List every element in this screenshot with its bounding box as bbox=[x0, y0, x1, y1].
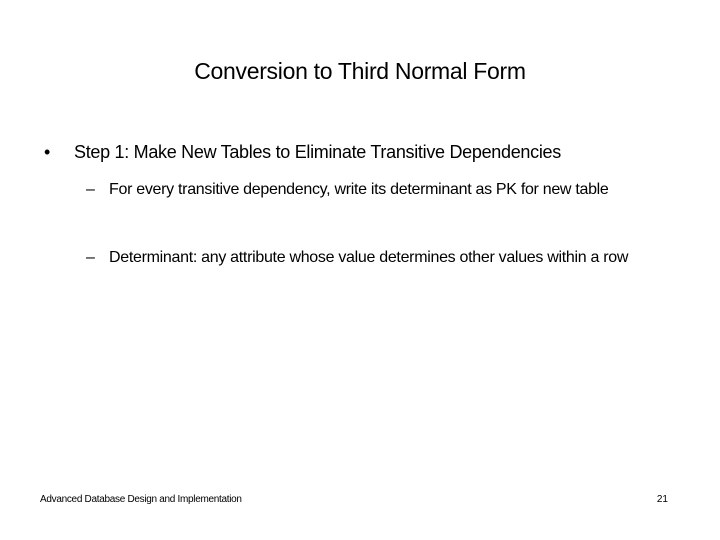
bullet-text: Step 1: Make New Tables to Eliminate Transitive Dependencies bbox=[74, 142, 561, 162]
slide-title: Conversion to Third Normal Form bbox=[194, 58, 526, 84]
subbullet-text: For every transitive dependency, write its determinant as PK for new table bbox=[109, 181, 609, 198]
subbullet-text: Determinant: any attribute whose value determines other values within a row bbox=[109, 249, 629, 266]
footer-course-title: Advanced Database Design and Implementation bbox=[40, 494, 242, 505]
subbullet-item bbox=[86, 242, 676, 274]
bullet-marker: • bbox=[44, 142, 51, 162]
subbullet-dash: – bbox=[86, 249, 95, 266]
footer-page-number: 21 bbox=[656, 494, 668, 505]
bullet-item bbox=[44, 139, 684, 165]
subbullet-dash: – bbox=[86, 181, 95, 198]
subbullet-item bbox=[86, 174, 676, 206]
